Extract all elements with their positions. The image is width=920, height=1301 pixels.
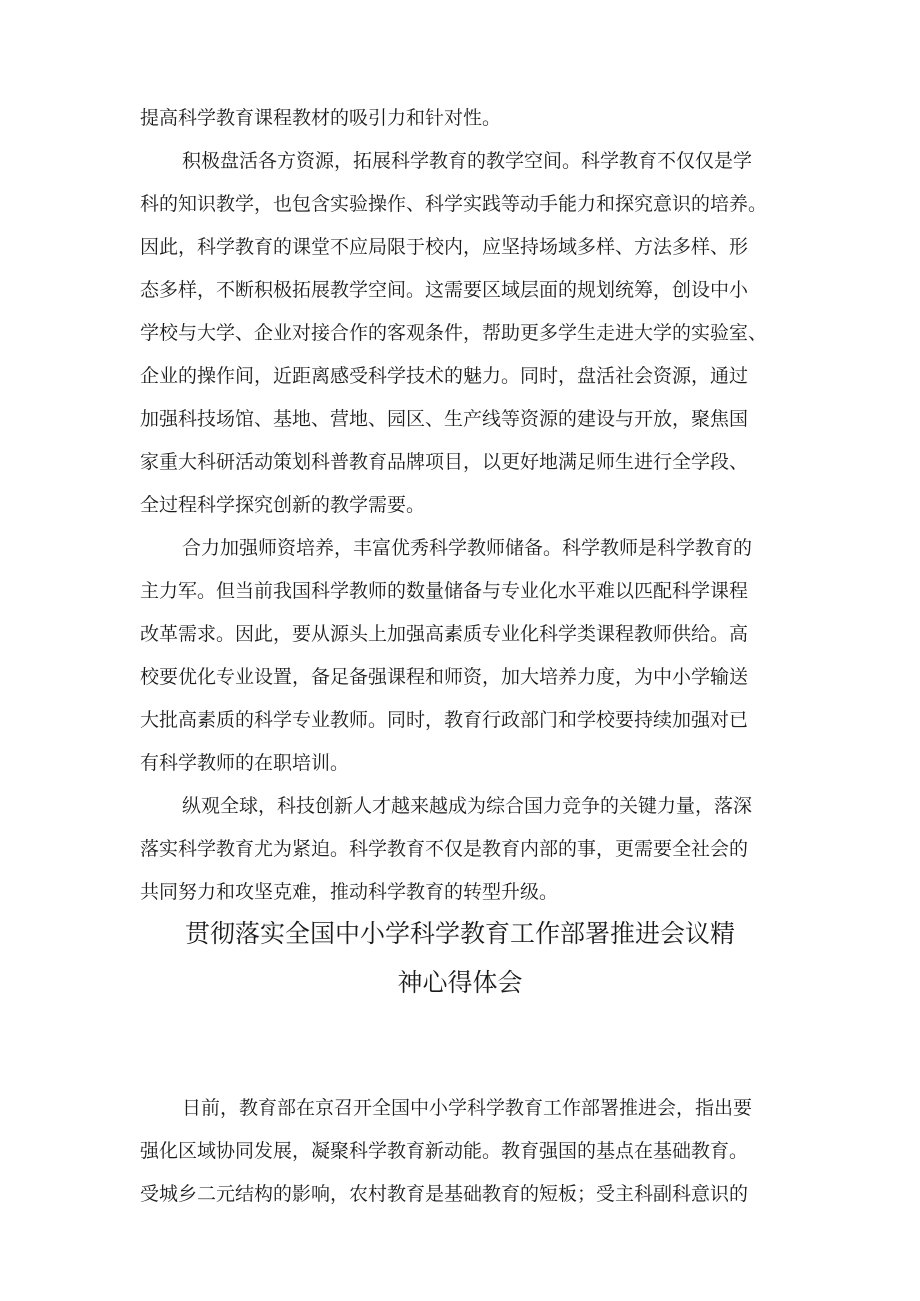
paragraph-line: 有科学教师的在职培训。 xyxy=(140,752,350,774)
paragraph-line: 强化区域协同发展，凝聚科学教育新动能。教育强国的基点在基础教育。 xyxy=(140,1140,749,1162)
paragraph-line: 纵观全球，科技创新人才越来越成为综合国力竞争的关键力量，落深 xyxy=(182,795,753,817)
paragraph-line: 合力加强师资培养，丰富优秀科学教师储备。科学教师是科学教育的 xyxy=(182,537,753,559)
paragraph-line: 科的知识教学，也包含实验操作、科学实践等动手能力和探究意识的培养。 xyxy=(140,193,768,215)
paragraph-line: 积极盘活各方资源，拓展科学教育的教学空间。科学教育不仅仅是学 xyxy=(182,150,753,172)
paragraph-line: 家重大科研活动策划科普教育品牌项目，以更好地满足师生进行全学段、 xyxy=(140,451,749,473)
heading-line-2: 神心得体会 xyxy=(397,968,523,997)
paragraph-line: 态多样，不断积极拓展教学空间。这需要区域层面的规划统筹，创设中小 xyxy=(140,279,749,301)
continuation-line: 提高科学教育课程教材的吸引力和针对性。 xyxy=(140,107,502,129)
paragraph-line: 受城乡二元结构的影响，农村教育是基础教育的短板；受主科副科意识的 xyxy=(140,1183,749,1205)
paragraph-line: 改革需求。因此，要从源头上加强高素质专业化科学类课程教师供给。高 xyxy=(140,623,749,645)
paragraph-line: 日前，教育部在京召开全国中小学科学教育工作部署推进会，指出要 xyxy=(182,1097,753,1119)
paragraph-line: 加强科技场馆、基地、营地、园区、生产线等资源的建设与开放，聚焦国 xyxy=(140,408,749,430)
paragraph-line: 大批高素质的科学专业教师。同时，教育行政部门和学校要持续加强对已 xyxy=(140,709,749,731)
paragraph-line: 学校与大学、企业对接合作的客观条件，帮助更多学生走进大学的实验室、 xyxy=(140,322,768,344)
paragraph-line: 共同努力和攻坚克难，推动科学教育的转型升级。 xyxy=(140,881,559,903)
paragraph-line: 校要优化专业设置，备足备强课程和师资，加大培养力度，为中小学输送 xyxy=(140,666,749,688)
paragraph-line: 因此，科学教育的课堂不应局限于校内，应坚持场域多样、方法多样、形 xyxy=(140,236,749,258)
paragraph-line: 企业的操作间，近距离感受科学技术的魅力。同时，盘活社会资源，通过 xyxy=(140,365,749,387)
paragraph-line: 主力军。但当前我国科学教师的数量储备与专业化水平难以匹配科学课程 xyxy=(140,580,749,602)
paragraph-line: 落实科学教育尤为紧迫。科学教育不仅是教育内部的事，更需要全社会的 xyxy=(140,838,749,860)
heading-line-1: 贯彻落实全国中小学科学教育工作部署推进会议精 xyxy=(184,919,735,948)
paragraph-line: 全过程科学探究创新的教学需要。 xyxy=(140,494,426,516)
